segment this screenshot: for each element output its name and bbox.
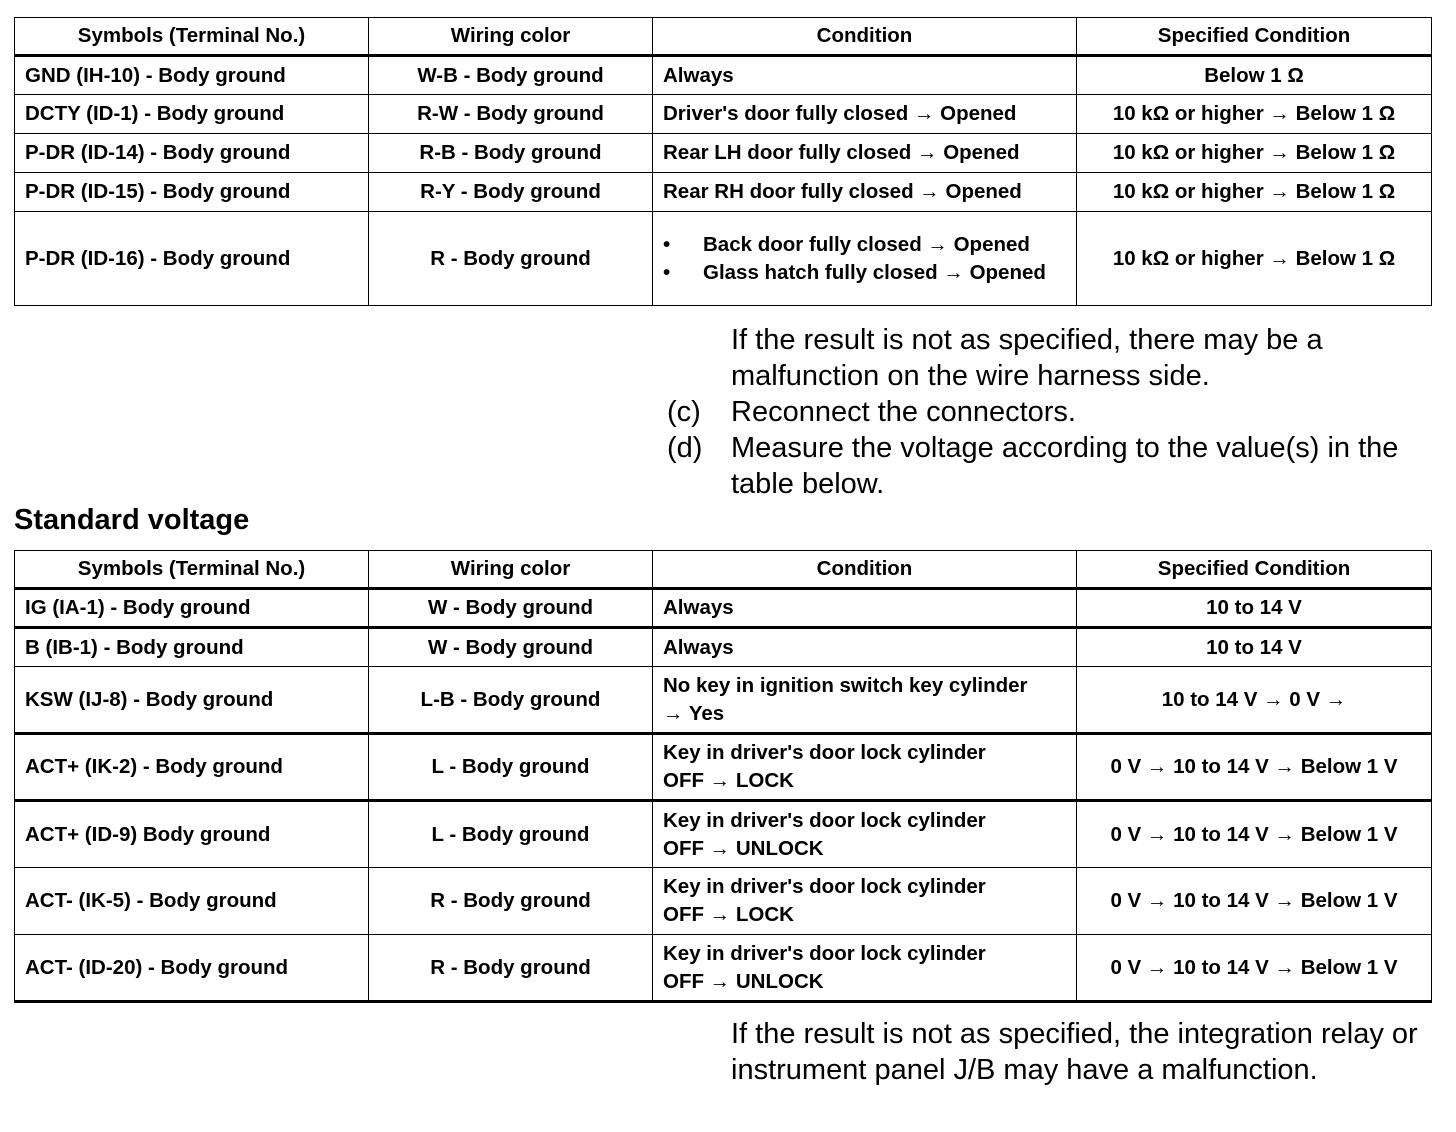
condition-line: OFF → UNLOCK: [663, 836, 824, 860]
bullet-text: Glass hatch fully closed → Opened: [703, 260, 1046, 284]
condition-cell: [653, 667, 1077, 734]
specified-cell: 10 to 14 V: [1077, 589, 1432, 628]
condition-line: OFF → UNLOCK: [663, 969, 824, 993]
bullet-icon: •: [663, 232, 671, 256]
result-note-relay: If the result is not as specified, the integration relay or instrument panel J/B may have a malfunction.: [731, 1018, 1418, 1086]
step-text: Reconnect the connectors.: [731, 396, 1076, 428]
step-c: [667, 394, 1447, 430]
symbol-cell: ACT+ (ID-9) Body ground: [15, 801, 369, 868]
condition-line: Key in driver's door lock cylinder: [663, 941, 986, 965]
condition-cell: Always: [653, 56, 1077, 95]
specified-cell: 0 V → 10 to 14 V → Below 1 V: [1077, 734, 1432, 801]
wiring-cell: L-B - Body ground: [369, 667, 653, 734]
symbol-cell: DCTY (ID-1) - Body ground: [15, 95, 369, 134]
table-row: [15, 589, 1432, 628]
specified-cell: 10 to 14 V → 0 V →: [1077, 667, 1432, 734]
header-symbols: Symbols (Terminal No.): [15, 18, 369, 56]
specified-cell: 10 kΩ or higher → Below 1 Ω: [1077, 173, 1432, 212]
symbol-cell: P-DR (ID-16) - Body ground: [15, 212, 369, 306]
wiring-cell: R-B - Body ground: [369, 134, 653, 173]
specified-cell: 10 to 14 V: [1077, 628, 1432, 667]
condition-line: Key in driver's door lock cylinder: [663, 741, 986, 764]
wiring-cell: R - Body ground: [369, 868, 653, 935]
wiring-cell: W-B - Body ground: [369, 56, 653, 95]
specified-cell: 0 V → 10 to 14 V → Below 1 V: [1077, 868, 1432, 935]
table-row: [15, 734, 1432, 801]
specified-cell: 10 kΩ or higher → Below 1 Ω: [1077, 134, 1432, 173]
header-wiring-color: Wiring color: [369, 18, 653, 56]
condition-cell: [653, 734, 1077, 801]
condition-line: Always: [663, 635, 734, 659]
condition-line: OFF → LOCK: [663, 769, 794, 792]
symbol-cell: GND (IH-10) - Body ground: [15, 56, 369, 95]
wiring-cell: R - Body ground: [369, 935, 653, 1002]
specified-cell: 0 V → 10 to 14 V → Below 1 V: [1077, 935, 1432, 1002]
symbol-cell: KSW (IJ-8) - Body ground: [15, 667, 369, 734]
header-condition: Condition: [653, 18, 1077, 56]
symbol-cell: B (IB-1) - Body ground: [15, 628, 369, 667]
table-row: [15, 134, 1432, 173]
specified-cell: Below 1 Ω: [1077, 56, 1432, 95]
symbol-cell: ACT+ (IK-2) - Body ground: [15, 734, 369, 801]
specified-cell: 10 kΩ or higher → Below 1 Ω: [1077, 95, 1432, 134]
condition-line: OFF → LOCK: [663, 903, 794, 926]
list-item: [663, 231, 1066, 259]
table-row: [15, 667, 1432, 734]
table-header-row: [15, 551, 1432, 589]
condition-cell: Rear LH door fully closed → Opened: [653, 134, 1077, 173]
symbol-cell: ACT- (IK-5) - Body ground: [15, 868, 369, 935]
condition-bullet-list: [663, 231, 1066, 287]
table-row: [15, 935, 1432, 1002]
section-heading: Standard voltage: [14, 504, 250, 536]
bullet-text: Back door fully closed → Opened: [703, 232, 1030, 256]
table-row: [15, 173, 1432, 212]
condition-line: → Yes: [663, 701, 725, 725]
table-row: [15, 628, 1432, 667]
condition-cell: [653, 628, 1077, 667]
symbol-cell: P-DR (ID-15) - Body ground: [15, 173, 369, 212]
table-row: [15, 868, 1432, 935]
wiring-cell: W - Body ground: [369, 589, 653, 628]
header-wiring-color: Wiring color: [369, 551, 653, 589]
symbol-cell: P-DR (ID-14) - Body ground: [15, 134, 369, 173]
step-text: Measure the voltage according to the value(s) in the table below.: [731, 432, 1399, 500]
table-header-row: [15, 18, 1432, 56]
condition-line: Key in driver's door lock cylinder: [663, 808, 986, 832]
condition-cell: [653, 801, 1077, 868]
table-row: [15, 801, 1432, 868]
result-note-harness: If the result is not as specified, there may be a malfunction on the wire harness side.: [731, 324, 1323, 392]
specified-cell: 10 kΩ or higher → Below 1 Ω: [1077, 212, 1432, 306]
step-d: [667, 430, 1447, 502]
step-label: (d): [667, 432, 703, 464]
step-label: (c): [667, 396, 701, 428]
wiring-cell: W - Body ground: [369, 628, 653, 667]
header-specified-condition: Specified Condition: [1077, 551, 1432, 589]
wiring-cell: L - Body ground: [369, 734, 653, 801]
resistance-table: [14, 17, 1432, 306]
condition-line: No key in ignition switch key cylinder: [663, 673, 1028, 697]
voltage-table: [14, 550, 1432, 1003]
symbol-cell: IG (IA-1) - Body ground: [15, 589, 369, 628]
condition-cell: [653, 935, 1077, 1002]
condition-cell: Driver's door fully closed → Opened: [653, 95, 1077, 134]
header-specified-condition: Specified Condition: [1077, 18, 1432, 56]
table-row: [15, 56, 1432, 95]
wiring-cell: R-Y - Body ground: [369, 173, 653, 212]
condition-cell: [653, 589, 1077, 628]
table-row: [15, 212, 1432, 306]
condition-cell: Rear RH door fully closed → Opened: [653, 173, 1077, 212]
header-symbols: Symbols (Terminal No.): [15, 551, 369, 589]
header-condition: Condition: [653, 551, 1077, 589]
symbol-cell: ACT- (ID-20) - Body ground: [15, 935, 369, 1002]
condition-line: Always: [663, 596, 734, 619]
wiring-cell: R-W - Body ground: [369, 95, 653, 134]
bullet-icon: •: [663, 260, 671, 284]
condition-cell: [653, 212, 1077, 306]
wiring-cell: L - Body ground: [369, 801, 653, 868]
condition-line: Key in driver's door lock cylinder: [663, 875, 986, 898]
specified-cell: 0 V → 10 to 14 V → Below 1 V: [1077, 801, 1432, 868]
condition-cell: [653, 868, 1077, 935]
table-row: [15, 95, 1432, 134]
wiring-cell: R - Body ground: [369, 212, 653, 306]
list-item: [663, 259, 1066, 287]
